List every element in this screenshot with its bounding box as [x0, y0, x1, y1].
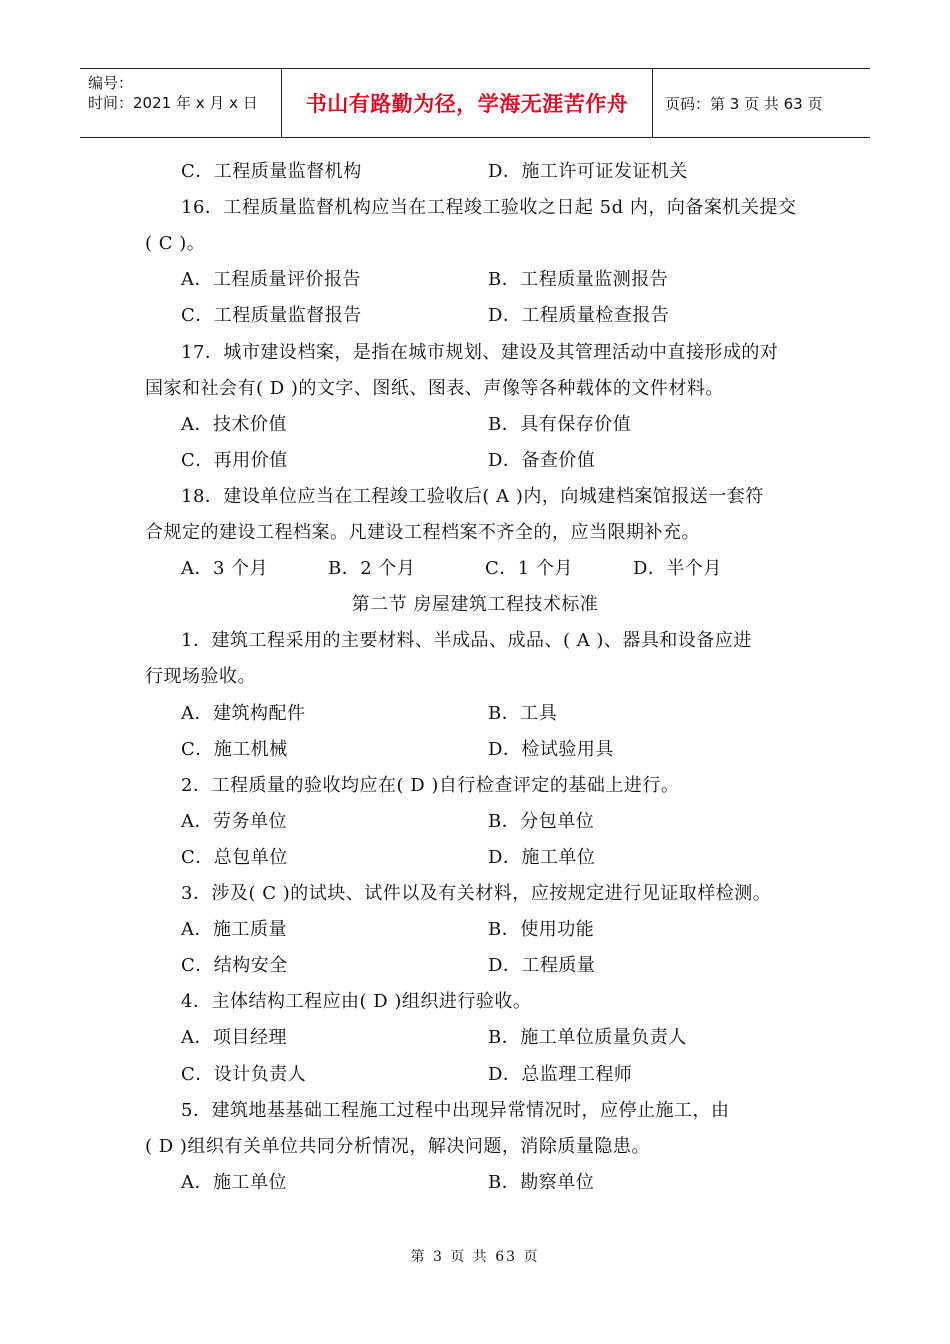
question-continuation: 合规定的建设工程档案。凡建设工程档案不齐全的，应当限期补充。 [145, 522, 700, 543]
option-right: B．施工单位质量负责人 [488, 1027, 687, 1048]
question-continuation: 国家和社会有( D )的文字、图纸、图表、声像等各种载体的文件材料。 [145, 378, 724, 399]
option-item: D．半个月 [633, 558, 722, 579]
option-left: A．施工单位 [181, 1172, 287, 1193]
option-left: A．建筑构配件 [181, 703, 306, 724]
section-heading: 第二节 房屋建筑工程技术标准 [351, 594, 599, 615]
question-text: 18．建设单位应当在工程竣工验收后( A )内，向城建档案馆报送一套符 [181, 486, 764, 507]
option-left: C．工程质量监督机构 [181, 161, 362, 182]
option-left: A．技术价值 [181, 414, 287, 435]
option-right: B．工具 [488, 703, 558, 724]
option-right: D．施工许可证发证机关 [488, 161, 688, 182]
header-page-info: 页码：第 3 页 共 63 页 [665, 94, 823, 113]
option-left: C．施工机械 [181, 739, 288, 760]
option-left: C．再用价值 [181, 450, 288, 471]
question-continuation: 行现场验收。 [145, 666, 256, 687]
option-right: B．使用功能 [488, 919, 595, 940]
option-left: C．结构安全 [181, 955, 288, 976]
date-line: 时间：2021 年 x 月 x 日 [88, 94, 258, 112]
option-right: D．检试验用具 [488, 739, 614, 760]
question-continuation: ( D )组织有关单位共同分析情况，解决问题，消除质量隐患。 [145, 1136, 650, 1157]
page-header [80, 68, 870, 138]
option-left: A．劳务单位 [181, 811, 287, 832]
option-right: D．工程质量 [488, 955, 596, 976]
option-right: B．工程质量监测报告 [488, 269, 669, 290]
option-left: A．工程质量评价报告 [181, 269, 361, 290]
question-text: 2．工程质量的验收均应在( D )自行检查评定的基础上进行。 [181, 775, 680, 796]
question-text: 16．工程质量监督机构应当在工程竣工验收之日起 5d 内，向备案机关提交 [181, 197, 797, 218]
option-right: D．总监理工程师 [488, 1064, 633, 1085]
option-left: C．工程质量监督报告 [181, 305, 362, 326]
option-right: B．勘察单位 [488, 1172, 595, 1193]
question-text: 3．涉及( C )的试块、试件以及有关材料，应按规定进行见证取样检测。 [181, 883, 772, 904]
option-right: D．备查价值 [488, 450, 596, 471]
header-left-cell [80, 69, 281, 137]
option-left: A．施工质量 [181, 919, 287, 940]
option-right: B．分包单位 [488, 811, 595, 832]
question-continuation: ( C )。 [145, 233, 206, 254]
page-footer: 第 3 页 共 63 页 [410, 1249, 540, 1265]
option-item: C．1 个月 [485, 558, 573, 579]
option-left: A．项目经理 [181, 1027, 287, 1048]
option-right: D．施工单位 [488, 847, 596, 868]
option-left: C．总包单位 [181, 847, 288, 868]
question-text: 17．城市建设档案，是指在城市规划、建设及其管理活动中直接形成的对 [181, 342, 779, 363]
header-motto: 书山有路勤为径，学海无涯苦作舟 [281, 69, 653, 137]
question-text: 4．主体结构工程应由( D )组织进行验收。 [181, 991, 532, 1012]
option-item: A．3 个月 [181, 558, 269, 579]
doc-number-label: 编号： [88, 74, 134, 92]
option-right: B．具有保存价值 [488, 414, 632, 435]
option-right: D．工程质量检查报告 [488, 305, 670, 326]
option-left: C．设计负责人 [181, 1064, 307, 1085]
question-text: 1．建筑工程采用的主要材料、半成品、成品、( A )、器具和设备应进 [181, 630, 752, 651]
question-text: 5．建筑地基基础工程施工过程中出现异常情况时，应停止施工，由 [181, 1100, 730, 1121]
option-item: B．2 个月 [328, 558, 416, 579]
